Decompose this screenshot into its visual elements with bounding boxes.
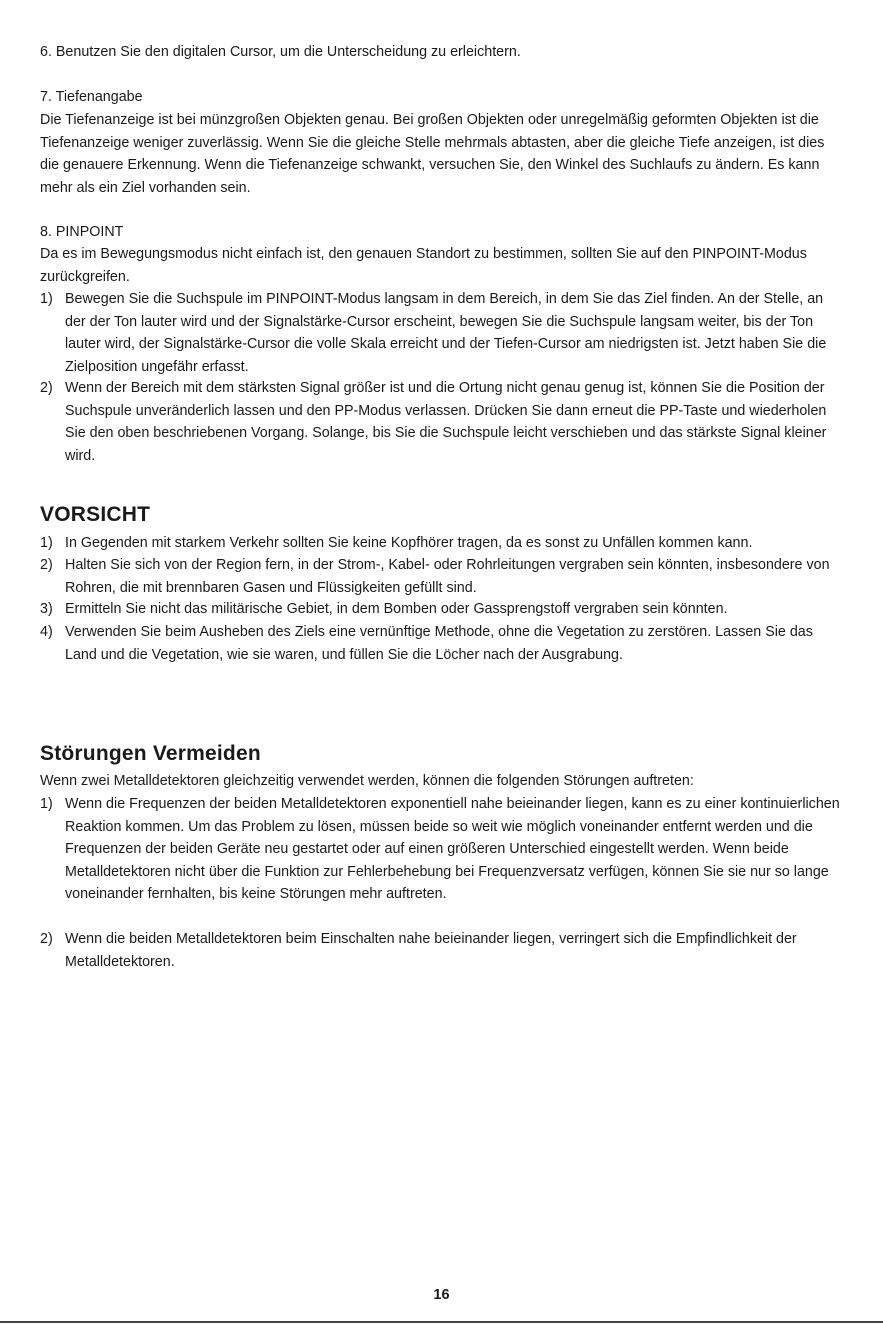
list-item-text: Wenn die Frequenzen der beiden Metalldetektoren exponentiell nahe beieinander liegen, kann es zu einer kontinuierlichen Reaktion kommen. Um das Problem zu lösen, müssen beide so weit wie möglich voneinander entfernt werden und die Frequenzen der beiden Geräte neu gestartet oder auf einen größeren Unterschied eingestellt werden. Wenn beide Metalldetektoren nicht über die Funktion zur Fehlerbehebung bei Frequenzversatz verfügen, können Sie sie nur so lange voneinander fernhalten, bis keine Störungen mehr auftreten.	[65, 796, 840, 903]
list-item-number: 1)	[40, 535, 53, 551]
list-item-text: Halten Sie sich von der Region fern, in der Strom-, Kabel- oder Rohrleitungen vergraben sein könnten, insbesondere von Rohren, die mit brennbaren Gasen und Flüssigkeiten gefüllt sind.	[65, 557, 830, 596]
list-item	[40, 621, 845, 666]
list-item-text: In Gegenden mit starkem Verkehr sollten Sie keine Kopfhörer tragen, da es sonst zu Unfällen kommen kann.	[65, 535, 753, 551]
list-item-number: 1)	[40, 796, 53, 812]
caution-heading: VORSICHT	[40, 503, 151, 526]
list-item	[40, 793, 845, 906]
section-7-text: Die Tiefenanzeige ist bei münzgroßen Objekten genau. Bei großen Objekten oder unregelmäßig geformten Objekten ist die Tiefenanzeige weniger zuverlässig. Wenn Sie die gleiche Stelle mehrmals abtasten, aber die gleiche Tiefe anzeigen, ist dies die genauere Erkennung. Wenn die Tiefenanzeige schwankt, versuchen Sie, den Winkel des Suchlaufs zu ändern. Es kann mehr als ein Ziel vorhanden sein.	[40, 112, 825, 196]
list-item	[40, 532, 845, 555]
list-item	[40, 554, 845, 599]
list-item-number: 1)	[40, 291, 53, 307]
list-item-number: 4)	[40, 624, 53, 640]
list-item-number: 2)	[40, 557, 53, 573]
list-item-text: Bewegen Sie die Suchspule im PINPOINT-Modus langsam in dem Bereich, in dem Sie das Ziel finden. An der Stelle, an der der Ton lauter wird und der Signalstärke-Cursor erscheint, bewegen Sie die Suchspule langsam weiter, bis der Ton lauter wird, der Signalstärke-Cursor die volle Skala erreicht und der Tiefen-Cursor am niedrigsten ist. Jetzt haben Sie die Zielposition ungefähr erfasst.	[65, 291, 827, 375]
list-item-number: 3)	[40, 601, 53, 617]
list-item-text: Ermitteln Sie nicht das militärische Gebiet, in dem Bomben oder Gassprengstoff vergraben sein könnten.	[65, 601, 728, 617]
section-8-intro: Da es im Bewegungsmodus nicht einfach ist, den genauen Standort zu bestimmen, sollten Sie auf den PINPOINT-Modus zurückgreifen.	[40, 246, 807, 285]
interference-heading: Störungen Vermeiden	[40, 742, 261, 765]
list-item-number: 2)	[40, 931, 53, 947]
list-item	[40, 377, 845, 467]
section-8-title: 8. PINPOINT	[40, 224, 124, 240]
list-item-text: Verwenden Sie beim Ausheben des Ziels eine vernünftige Methode, ohne die Vegetation zu zerstören. Lassen Sie das Land und die Vegetation, wie sie waren, und füllen Sie die Löcher nach der Ausgrabung.	[65, 624, 813, 663]
bottom-rule	[0, 1321, 883, 1323]
section-7-title: 7. Tiefenangabe	[40, 89, 143, 105]
section-6-text: 6. Benutzen Sie den digitalen Cursor, um die Unterscheidung zu erleichtern.	[40, 44, 521, 60]
list-item	[40, 288, 845, 378]
page-number: 16	[433, 1287, 450, 1303]
list-item-text: Wenn die beiden Metalldetektoren beim Einschalten nahe beieinander liegen, verringert sich die Empfindlichkeit der Metalldetektoren.	[65, 931, 797, 970]
list-item	[40, 598, 845, 621]
list-item-text: Wenn der Bereich mit dem stärksten Signal größer ist und die Ortung nicht genau genug ist, können Sie die Position der Suchspule unveränderlich lassen und den PP-Modus verlassen. Drücken Sie dann erneut die PP-Taste und wiederholen Sie den oben beschriebenen Vorgang. Solange, bis Sie die Suchspule leicht verschieben und das stärkste Signal kleiner wird.	[65, 380, 827, 464]
list-item	[40, 928, 845, 973]
list-item-number: 2)	[40, 380, 53, 396]
interference-intro: Wenn zwei Metalldetektoren gleichzeitig verwendet werden, können die folgenden Störungen auftreten:	[40, 773, 694, 789]
